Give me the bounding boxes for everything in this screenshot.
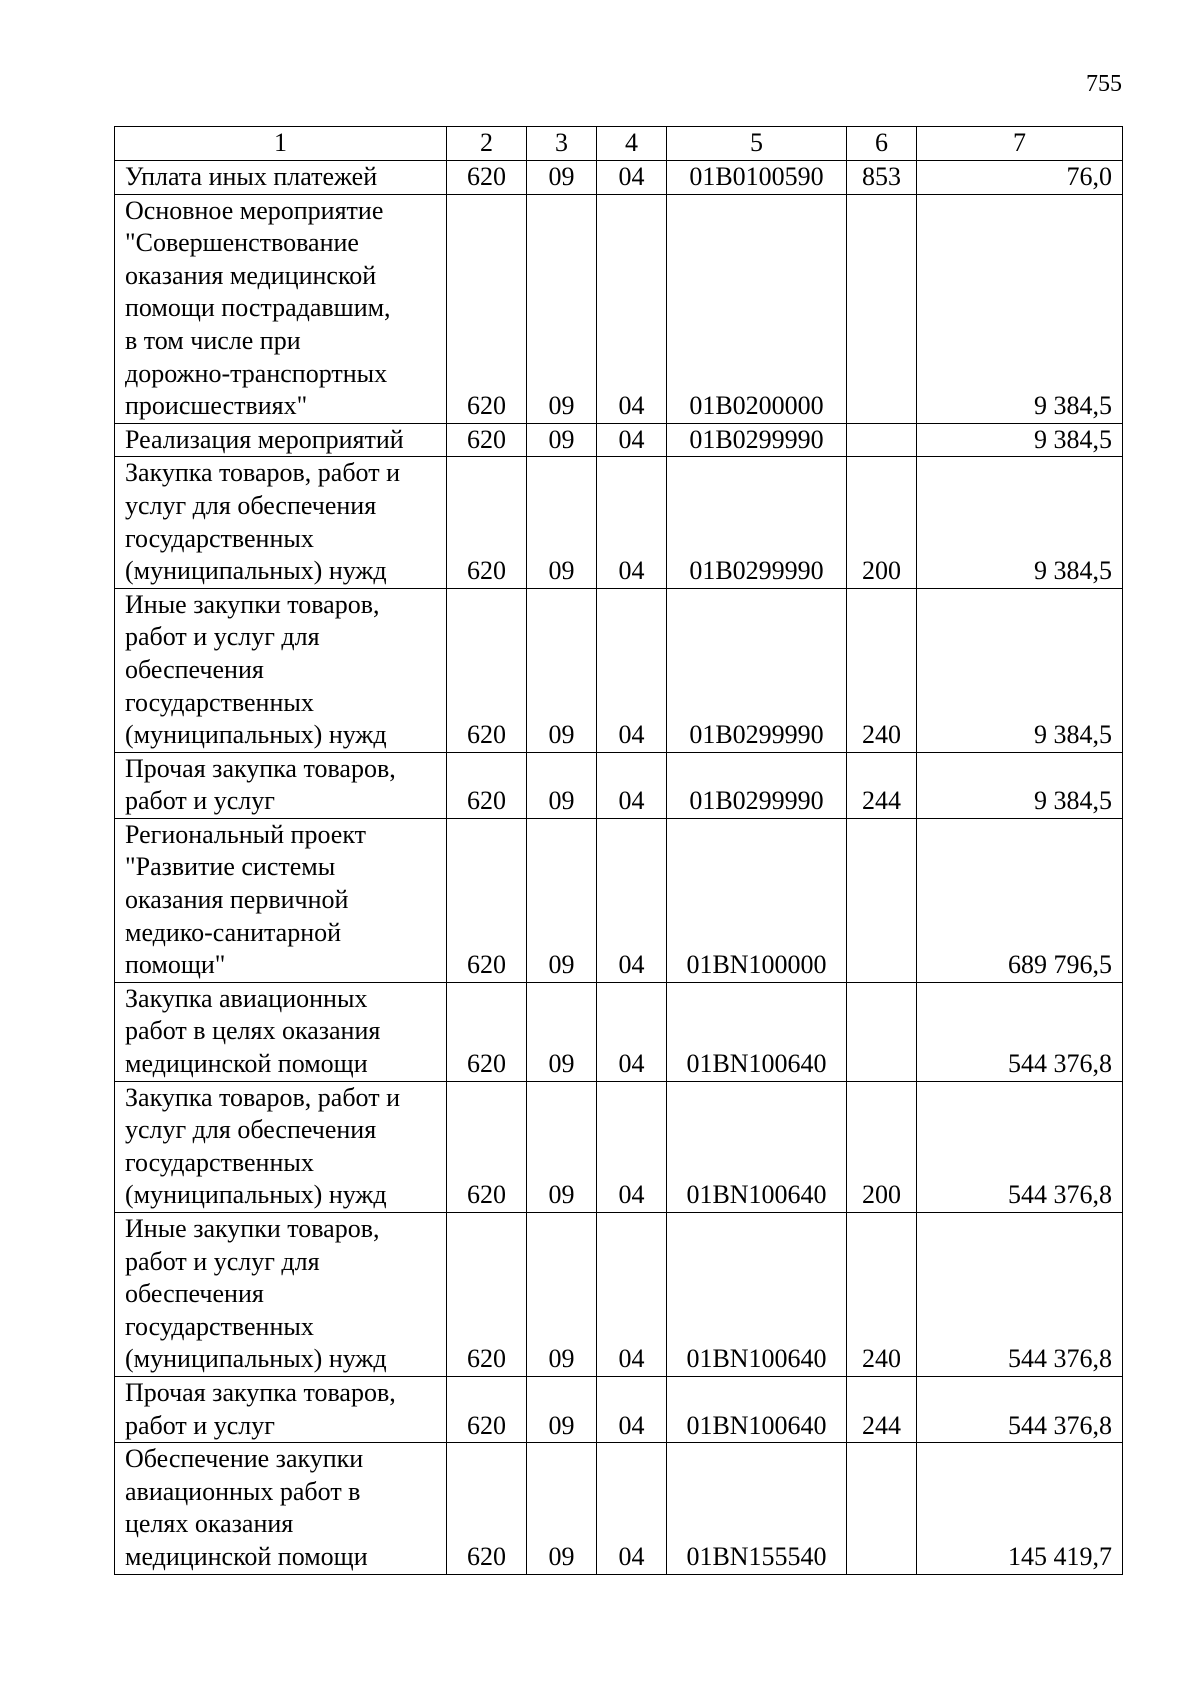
- cell-code-3: 09: [527, 1376, 597, 1442]
- cell-code-6: 200: [847, 457, 917, 588]
- cell-code-4: 04: [597, 194, 667, 423]
- cell-code-2: 620: [447, 161, 527, 195]
- cell-code-4: 04: [597, 1081, 667, 1212]
- cell-code-5: 01BN100640: [667, 982, 847, 1081]
- table-header: [115, 127, 1123, 161]
- page-number: 755: [1086, 71, 1122, 97]
- cell-code-4: 04: [597, 1213, 667, 1377]
- cell-code-3: 09: [527, 423, 597, 457]
- cell-code-3: 09: [527, 982, 597, 1081]
- cell-code-3: 09: [527, 752, 597, 818]
- cell-code-5: 01BN100640: [667, 1081, 847, 1212]
- cell-code-2: 620: [447, 1081, 527, 1212]
- cell-code-2: 620: [447, 1376, 527, 1442]
- cell-code-2: 620: [447, 982, 527, 1081]
- cell-code-4: 04: [597, 423, 667, 457]
- cell-amount: 544 376,8: [917, 1376, 1123, 1442]
- cell-code-5: 01B0299990: [667, 457, 847, 588]
- cell-code-5: 01BN100640: [667, 1213, 847, 1377]
- cell-code-2: 620: [447, 588, 527, 752]
- cell-name: Закупка товаров, работ и услуг для обеспечения государственных (муниципальных) нужд: [115, 457, 447, 588]
- cell-code-6: [847, 194, 917, 423]
- cell-code-2: 620: [447, 1443, 527, 1574]
- column-header-6: 6: [847, 127, 917, 161]
- table-row: [115, 1081, 1123, 1212]
- cell-name: Уплата иных платежей: [115, 161, 447, 195]
- column-header-5: 5: [667, 127, 847, 161]
- cell-name: Региональный проект "Развитие системы оказания первичной медико-санитарной помощи": [115, 818, 447, 982]
- cell-amount: 9 384,5: [917, 588, 1123, 752]
- cell-code-4: 04: [597, 752, 667, 818]
- cell-code-6: [847, 982, 917, 1081]
- cell-code-5: 01BN155540: [667, 1443, 847, 1574]
- column-header-1: 1: [115, 127, 447, 161]
- cell-code-4: 04: [597, 457, 667, 588]
- cell-code-3: 09: [527, 1443, 597, 1574]
- cell-name: Иные закупки товаров, работ и услуг для обеспечения государственных (муниципальных) нужд: [115, 1213, 447, 1377]
- table-row: [115, 752, 1123, 818]
- cell-code-5: 01B0299990: [667, 752, 847, 818]
- column-header-4: 4: [597, 127, 667, 161]
- cell-code-4: 04: [597, 818, 667, 982]
- cell-code-6: 244: [847, 1376, 917, 1442]
- cell-amount: 9 384,5: [917, 194, 1123, 423]
- cell-name: Прочая закупка товаров, работ и услуг: [115, 752, 447, 818]
- table-row: [115, 818, 1123, 982]
- cell-code-6: 244: [847, 752, 917, 818]
- cell-amount: 145 419,7: [917, 1443, 1123, 1574]
- cell-name: Основное мероприятие "Совершенствование оказания медицинской помощи пострадавшим, в том числе при дорожно-транспортных происшествиях": [115, 194, 447, 423]
- table-body: [115, 161, 1123, 1575]
- column-header-3: 3: [527, 127, 597, 161]
- header-row: [115, 127, 1123, 161]
- cell-amount: 689 796,5: [917, 818, 1123, 982]
- cell-code-3: 09: [527, 161, 597, 195]
- cell-name: Обеспечение закупки авиационных работ в целях оказания медицинской помощи: [115, 1443, 447, 1574]
- cell-amount: 9 384,5: [917, 457, 1123, 588]
- cell-amount: 9 384,5: [917, 752, 1123, 818]
- cell-code-2: 620: [447, 457, 527, 588]
- cell-amount: 544 376,8: [917, 1213, 1123, 1377]
- cell-code-2: 620: [447, 818, 527, 982]
- cell-name: Закупка товаров, работ и услуг для обеспечения государственных (муниципальных) нужд: [115, 1081, 447, 1212]
- cell-amount: 544 376,8: [917, 1081, 1123, 1212]
- cell-code-4: 04: [597, 1376, 667, 1442]
- table-row: [115, 161, 1123, 195]
- cell-amount: 9 384,5: [917, 423, 1123, 457]
- column-header-7: 7: [917, 127, 1123, 161]
- cell-code-2: 620: [447, 194, 527, 423]
- cell-code-5: 01B0299990: [667, 423, 847, 457]
- cell-amount: 76,0: [917, 161, 1123, 195]
- table-row: [115, 1443, 1123, 1574]
- cell-code-5: 01B0299990: [667, 588, 847, 752]
- table-row: [115, 1213, 1123, 1377]
- cell-code-3: 09: [527, 588, 597, 752]
- cell-code-4: 04: [597, 982, 667, 1081]
- table-row: [115, 1376, 1123, 1442]
- cell-code-3: 09: [527, 1081, 597, 1212]
- table-row: [115, 423, 1123, 457]
- table-row: [115, 588, 1123, 752]
- cell-code-3: 09: [527, 818, 597, 982]
- cell-amount: 544 376,8: [917, 982, 1123, 1081]
- cell-code-2: 620: [447, 752, 527, 818]
- cell-code-6: 200: [847, 1081, 917, 1212]
- table-row: [115, 982, 1123, 1081]
- table-row: [115, 194, 1123, 423]
- cell-code-5: 01B0100590: [667, 161, 847, 195]
- budget-table: [114, 126, 1123, 1575]
- cell-code-5: 01BN100000: [667, 818, 847, 982]
- cell-name: Закупка авиационных работ в целях оказания медицинской помощи: [115, 982, 447, 1081]
- cell-code-2: 620: [447, 1213, 527, 1377]
- cell-name: Иные закупки товаров, работ и услуг для обеспечения государственных (муниципальных) нужд: [115, 588, 447, 752]
- cell-name: Реализация мероприятий: [115, 423, 447, 457]
- cell-code-4: 04: [597, 161, 667, 195]
- cell-code-6: [847, 423, 917, 457]
- cell-code-3: 09: [527, 1213, 597, 1377]
- cell-code-6: [847, 818, 917, 982]
- cell-code-6: 240: [847, 1213, 917, 1377]
- column-header-2: 2: [447, 127, 527, 161]
- cell-code-5: 01BN100640: [667, 1376, 847, 1442]
- cell-code-2: 620: [447, 423, 527, 457]
- cell-code-6: [847, 1443, 917, 1574]
- cell-code-5: 01B0200000: [667, 194, 847, 423]
- cell-code-4: 04: [597, 588, 667, 752]
- table-row: [115, 457, 1123, 588]
- cell-code-6: 240: [847, 588, 917, 752]
- cell-name: Прочая закупка товаров, работ и услуг: [115, 1376, 447, 1442]
- cell-code-4: 04: [597, 1443, 667, 1574]
- cell-code-6: 853: [847, 161, 917, 195]
- cell-code-3: 09: [527, 457, 597, 588]
- cell-code-3: 09: [527, 194, 597, 423]
